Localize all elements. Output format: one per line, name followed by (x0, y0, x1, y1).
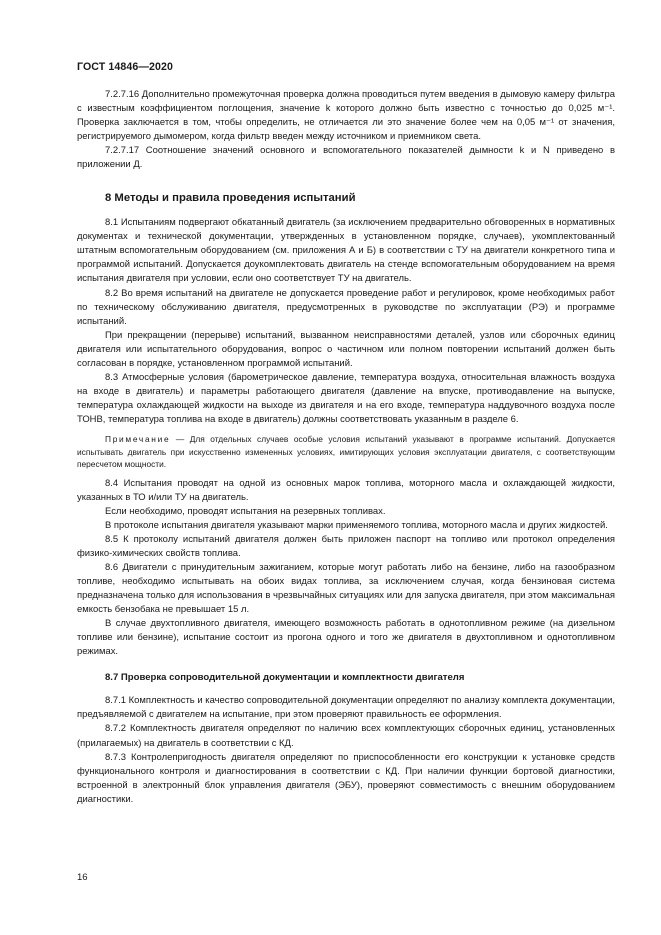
section-8-7-heading: 8.7 Проверка сопроводительной документации и комплектности двигателя (105, 672, 465, 684)
paragraph-8-7-1: 8.7.1 Комплектность и качество сопроводительной документации определяют по анализу комплекта документации, предъявляемой с двигателем на испытание, при этом проверяют правильность ее оформления. (77, 695, 615, 721)
paragraph-8-5: 8.5 К протоколу испытаний двигателя должен быть приложен паспорт на топливо или протокол определения физико-химических свойств топлива. (77, 533, 615, 559)
paragraph-8-4-protocol: В протоколе испытания двигателя указывают марки применяемого топлива, моторного масла и других жидкостей. (105, 519, 608, 531)
paragraph-7-2-7-17: 7.2.7.17 Соотношение значений основного и вспомогательного показателей дымности k и N приведено в приложении Д. (77, 145, 615, 171)
page-number: 16 (77, 872, 88, 883)
paragraph-8-4-reserve-fuel: Если необходимо, проводят испытания на резервных топливах. (105, 505, 386, 517)
note-paragraph (77, 433, 615, 471)
paragraph-8-7-3: 8.7.3 Контролепригодность двигателя определяют по приспособленности его конструкции к установке средств функционального контроля и диагностирования в соответствии с КД. При наличии функции бортовой диагностики, встроенной в электронный блок управления двигателя (ЭБУ), проверяют совместимость с внешним оборудованием диагностики. (77, 751, 615, 805)
paragraph-8-2: 8.2 Во время испытаний на двигателе не допускается проведение работ и регулировок, кроме необходимых работ по техническому обслуживанию двигателя, предусмотренных в руководстве по эксплуатации (РЭ) и программе испытаний. (77, 287, 615, 327)
paragraph-8-6-dual-fuel: В случае двухтопливного двигателя, имеющего возможность работать в однотопливном режиме (на дизельном топливе или бензине), испытание состоит из прогона одного и того же двигателя в двухтопливном и однотопливном режимах. (77, 618, 615, 658)
document-body (77, 88, 615, 807)
section-8-heading: 8 Методы и правила проведения испытаний (105, 192, 356, 205)
note-label: Примечание (105, 433, 171, 444)
paragraph-8-7-2: 8.7.2 Комплектность двигателя определяют по наличию всех комплектующих сборочных единиц, установленных (прилагаемых) на двигатель в соответствии с КД. (77, 723, 615, 749)
paragraph-8-3: 8.3 Атмосферные условия (барометрическое давление, температура воздуха, относительная влажность воздуха на входе в двигатель) и параметры работающего двигателя (давление на впуске, противодавление на выпуске, температура охлаждающей жидкости на выходе из двигателя и на его входе, температура наддувочного воздуха после ТОНВ, температура топлива на входе в двигатель) должны соответствовать указанным в разделе 6. (77, 371, 615, 425)
paragraph-8-2-continued: При прекращении (перерыве) испытаний, вызванном неисправностями деталей, узлов или сборочных единиц двигателя или испытательного оборудования, вопрос о частичном или полном повторении испытаний должен быть согласован в порядке, установленном программой испытаний. (77, 329, 615, 369)
document-header: ГОСТ 14846—2020 (77, 61, 174, 73)
paragraph-8-1: 8.1 Испытаниям подвергают обкатанный двигатель (за исключением предварительно обговоренных в нормативных документах и технической документации, утвержденных в установленном порядке, случаев), укомплектованный штатным вспомогательным оборудованием (см. приложения А и Б) в соответствии с ТУ на двигатели конкретного типа и программой испытаний. Допускается доукомплектовать двигатель на стенде вспомогательным оборудованием на время испытания двигателя при условии, если оно соответствует ТУ на двигатель. (77, 217, 615, 285)
paragraph-8-4: 8.4 Испытания проводят на одной из основных марок топлива, моторного масла и охлаждающей жидкости, указанных в ТО и/или ТУ на двигатель. (77, 477, 615, 503)
note-text: — Для отдельных случаев особые условия испытаний указывают в программе испытаний. Допускается испытывать двигатель при искусственно измененных условиях, имитирующих условия эксплуатации двигателя, с соответствующим пересчетом мощности. (77, 433, 615, 470)
paragraph-8-6: 8.6 Двигатели с принудительным зажиганием, которые могут работать либо на бензине, либо на газообразном топливе, необходимо испытывать на обоих видах топлива, за исключением случая, когда бензиновая система предназначена только для использования в чрезвычайных ситуациях или для запуска двигателя, при этом максимальная емкость бензобака не превышает 15 л. (77, 562, 615, 616)
paragraph-7-2-7-16: 7.2.7.16 Дополнительно промежуточная проверка должна проводиться путем введения в дымовую камеру фильтра с известным коэффициентом поглощения, значение k которого должно быть известно с точностью до 0,025 м⁻¹. Проверка заключается в том, чтобы определить, не отличается ли это значение более чем на 0,05 м⁻¹ от значения, регистрируемого дымомером, когда фильтр введен между источником и приемником света. (77, 89, 615, 143)
